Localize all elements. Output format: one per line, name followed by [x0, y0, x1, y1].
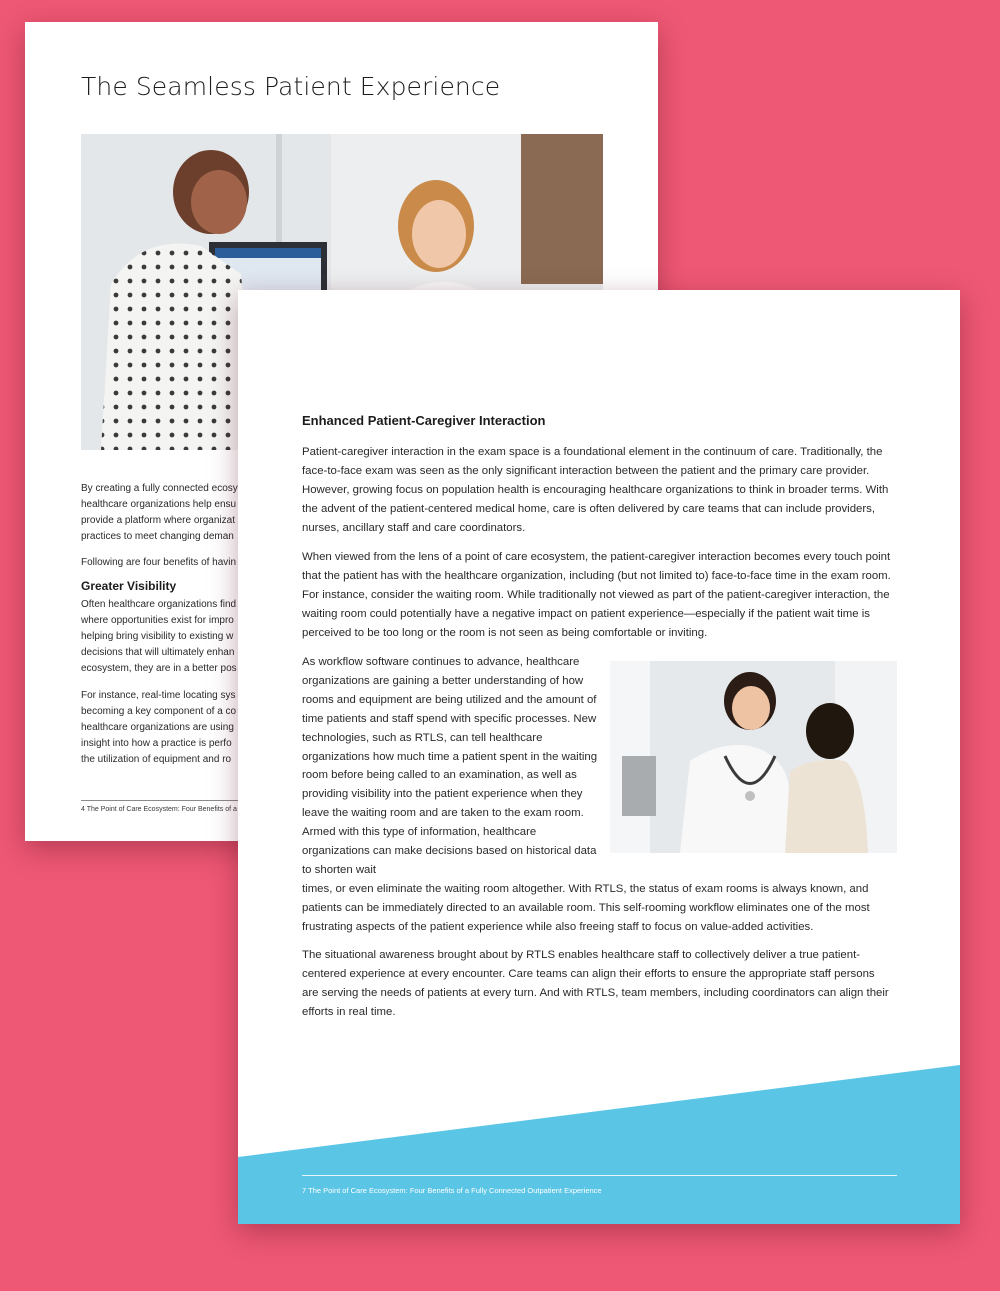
- paragraph-1: Patient-caregiver interaction in the exam space is a foundational element in the continuum of care. Traditionally, the face-to-face exam was seen as the only significant interaction between the patient and the primary care provider. However, growing focus on population health is encouraging healthcare organizations to think in broader terms. With the advent of the patient-centered medical home, care is often delivered by care teams that can include providers, nurses, ancillary staff and care coordinators.: [302, 446, 889, 534]
- accent-wedge: [238, 1065, 960, 1224]
- back-page-title: The Seamless Patient Experience: [81, 72, 501, 101]
- doctor-consult-photo: [610, 661, 897, 853]
- paragraph-2: When viewed from the lens of a point of care ecosystem, the patient-caregiver interaction becomes every touch point that the patient has with the healthcare organization, including (but not limited to) face-to-face time in the exam room. For instance, consider the waiting room. While traditionally not viewed as part of the patient-caregiver interaction, the waiting room could potentially have a negative impact on patient experience—especially if the patient wait time is perceived to be too long or the room is not seen as being comfortable or inviting.: [302, 551, 891, 639]
- paragraph-3-continued: times, or even eliminate the waiting room altogether. With RTLS, the status of exam rooms is always known, and patients can be immediately directed to an available room. This self-rooming workflow eliminates one of the most frustrating aspects of the patient experience while also freeing staff to focus on value-added activities.: [302, 883, 870, 933]
- section-heading: Enhanced Patient-Caregiver Interaction: [302, 413, 546, 428]
- front-page-footer: 7 The Point of Care Ecosystem: Four Benefits of a Fully Connected Outpatient Experience: [302, 1186, 602, 1195]
- back-section-heading: Greater Visibility: [81, 579, 177, 593]
- back-intro-text: By creating a fully connected ecosy healthcare organizations help ensu provide a platform where organizat practices to meet changing deman: [81, 483, 238, 542]
- back-visibility-text: Often healthcare organizations find where opportunities exist for impro helping bring visibility to existing w decisions that will ultimately enhan ecosystem, they are in a better pos: [81, 599, 237, 674]
- front-footer-divider: [302, 1175, 897, 1176]
- back-page-footer: 4 The Point of Care Ecosystem: Four Benefits of a: [81, 806, 237, 813]
- front-page: [238, 290, 960, 1224]
- back-instance-text: For instance, real-time locating sys becoming a key component of a co healthcare organizations are using insight into how a practice is perfo the utilization of equipment and ro: [81, 690, 237, 765]
- paragraph-3-wrap: As workflow software continues to advance, healthcare organizations are gaining a better understanding of how rooms and equipment are being utilized and the amount of time patients and staff spend with specific processes. New technologies, such as RTLS, can tell healthcare organizations how much time a patient spent in the waiting room before being called to an examination, as well as providing visibility into the patient experience when they leave the waiting room and are taken to the exam room. Armed with this type of information, healthcare organizations can make decisions based on historical data to shorten wait: [302, 656, 598, 876]
- paragraph-4: The situational awareness brought about by RTLS enables healthcare staff to collectively deliver a true patient-centered experience at every encounter. Care teams can align their efforts to ensure the appropriate staff persons are serving the needs of patients at every turn. And with RTLS, team members, including coordinators can align their efforts in real time.: [302, 949, 889, 1018]
- back-following-text: Following are four benefits of havin: [81, 557, 237, 568]
